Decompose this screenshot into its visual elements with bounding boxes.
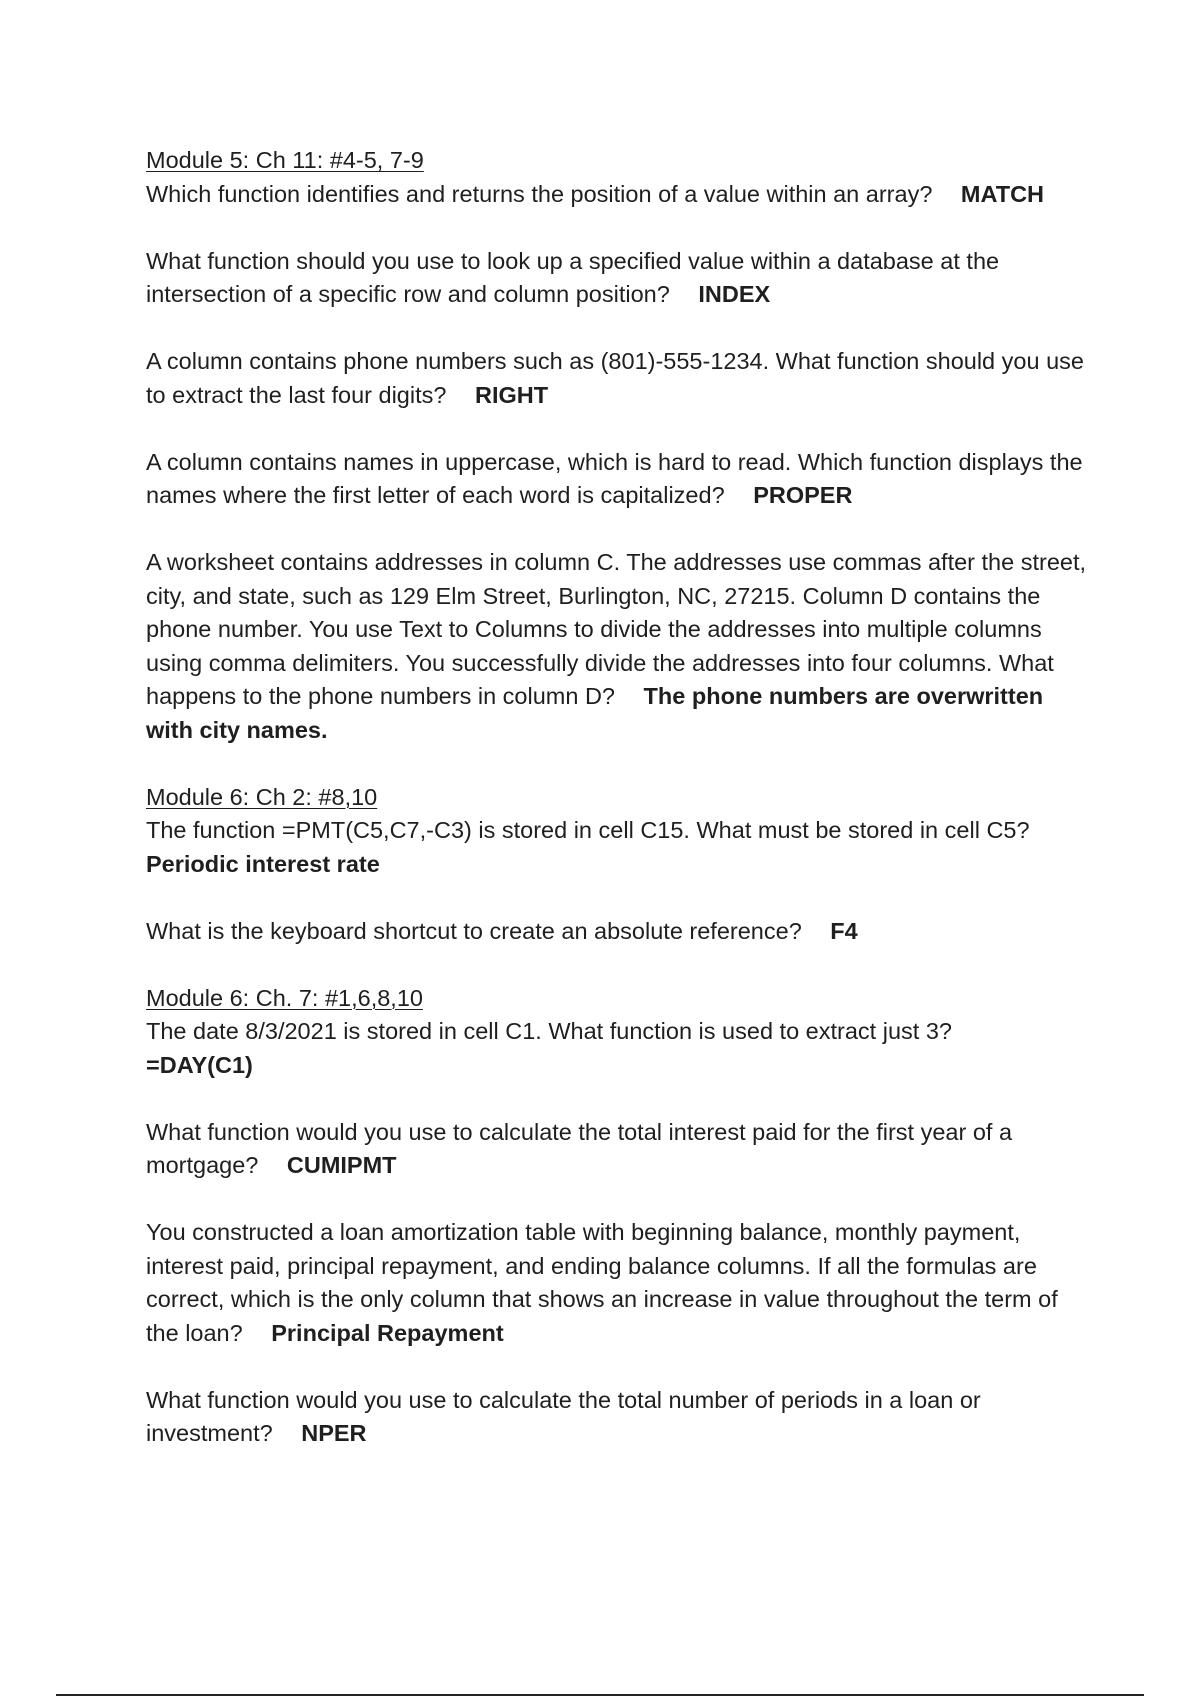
answer-text: Periodic interest rate xyxy=(146,850,380,877)
question-text: The date 8/3/2021 is stored in cell C1. What function is used to extract just 3? xyxy=(146,1018,952,1044)
question-text: A column contains phone numbers such as (801)-555-1234. What function should you use to extract the last four digits? xyxy=(146,348,1084,408)
question-text: What function would you use to calculate the total number of periods in a loan or investment? xyxy=(146,1386,981,1446)
question-text: A column contains names in uppercase, which is hard to read. Which function displays the names where the first letter of each word is capitalized? xyxy=(146,448,1083,508)
answer-text: The phone numbers are overwritten with city names. xyxy=(146,683,1044,743)
section-module-6-ch-2 xyxy=(146,781,1096,949)
footer-divider xyxy=(56,1694,1144,1696)
section-module-6-ch-7 xyxy=(146,982,1096,1451)
answer-text: MATCH xyxy=(960,180,1045,207)
question-item xyxy=(146,345,1096,412)
question-text: Which function identifies and returns the position of a value within an array? xyxy=(146,180,933,207)
question-item xyxy=(146,814,1096,881)
answer-text: =DAY(C1) xyxy=(146,1051,253,1078)
answer-text: INDEX xyxy=(698,281,771,307)
question-text: The function =PMT(C5,C7,-C3) is stored in cell C15. What must be stored in cell C5? xyxy=(146,817,1030,843)
answer-text: NPER xyxy=(301,1420,367,1446)
question-item xyxy=(146,915,1096,949)
section-heading: Module 6: Ch 2: #8,10 xyxy=(146,783,378,810)
question-text: What function would you use to calculate the total interest paid for the first year of a mortgage? xyxy=(146,1118,1013,1178)
answer-text: Principal Repayment xyxy=(271,1319,504,1346)
section-heading: Module 6: Ch. 7: #1,6,8,10 xyxy=(146,984,423,1011)
answer-text: F4 xyxy=(830,917,858,944)
document-page xyxy=(146,144,1096,1484)
question-item xyxy=(146,1216,1096,1350)
answer-text: RIGHT xyxy=(474,381,549,408)
question-text: What function should you use to look up a specified value within a database at the intersection of a specific row and column position? xyxy=(146,247,1000,307)
answer-text: PROPER xyxy=(753,482,853,508)
question-item xyxy=(146,178,1096,212)
question-item xyxy=(146,1384,1096,1451)
question-text: You constructed a loan amortization table with beginning balance, monthly payment, interest paid, principal repayment, and ending balance columns. If all the formulas are correct, which is the only column that shows an increase in value throughout the term of the loan? xyxy=(146,1219,1058,1346)
question-text: A worksheet contains addresses in column C. The addresses use commas after the street, city, and state, such as 129 Elm Street, Burlington, NC, 27215. Column D contains the phone number. You use Text to Columns to divide the addresses into multiple columns using comma delimiters. You successfully divide the addresses into four columns. What happens to the phone numbers in column D? xyxy=(146,549,1087,709)
question-item xyxy=(146,446,1096,513)
section-module-5 xyxy=(146,144,1096,747)
answer-text: CUMIPMT xyxy=(286,1152,397,1178)
question-text: What is the keyboard shortcut to create an absolute reference? xyxy=(146,917,802,944)
question-item xyxy=(146,245,1096,312)
question-item xyxy=(146,1116,1096,1183)
section-heading: Module 5: Ch 11: #4-5, 7-9 xyxy=(146,147,424,173)
question-item xyxy=(146,1015,1096,1082)
question-item xyxy=(146,546,1096,747)
